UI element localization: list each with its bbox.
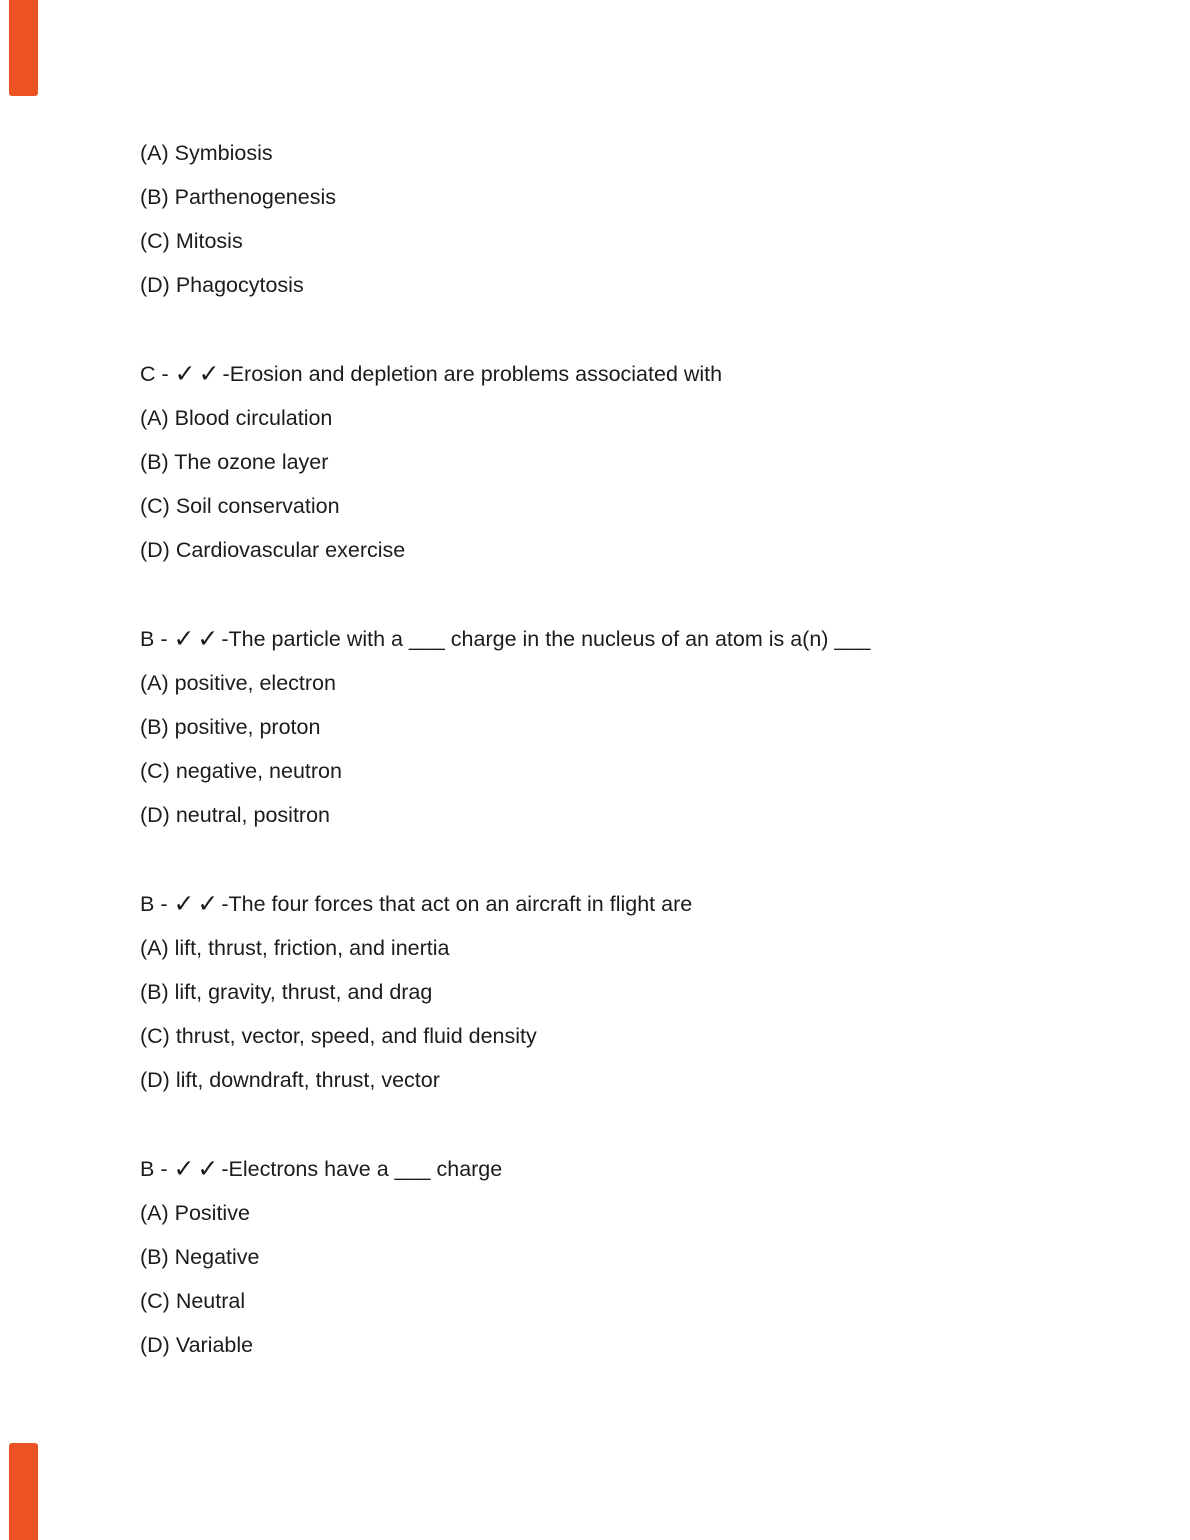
option-line: (A) lift, thrust, friction, and inertia bbox=[140, 936, 450, 960]
option-line: (B) Parthenogenesis bbox=[140, 185, 336, 209]
option-line: (B) lift, gravity, thrust, and drag bbox=[140, 980, 433, 1004]
question-block bbox=[140, 131, 1140, 307]
question-text: -The four forces that act on an aircraft in flight are bbox=[221, 892, 693, 916]
answer-letter: B - bbox=[140, 627, 174, 651]
option-line: (C) Neutral bbox=[140, 1289, 246, 1313]
option-line: (D) neutral, positron bbox=[140, 803, 330, 827]
answer-letter: C - bbox=[140, 362, 175, 386]
option-line: (D) Phagocytosis bbox=[140, 273, 304, 297]
option-line: (D) Cardiovascular exercise bbox=[140, 538, 406, 562]
question-line bbox=[140, 617, 1140, 661]
option-line: (A) Symbiosis bbox=[140, 141, 273, 165]
answer-letter: B - bbox=[140, 1157, 174, 1181]
option-line: (C) negative, neutron bbox=[140, 759, 342, 783]
question-text: -The particle with a ___ charge in the nucleus of an atom is a(n) ___ bbox=[221, 627, 871, 651]
question-block bbox=[140, 882, 1140, 1102]
double-checkmark-icon: ✓✓ bbox=[174, 360, 223, 388]
option-line: (A) Positive bbox=[140, 1201, 250, 1225]
question-line bbox=[140, 1147, 1140, 1191]
option-line: (A) Blood circulation bbox=[140, 406, 333, 430]
question-line bbox=[140, 352, 1140, 396]
double-checkmark-icon: ✓✓ bbox=[173, 625, 222, 653]
option-line: (B) positive, proton bbox=[140, 715, 321, 739]
quiz-content bbox=[140, 131, 1140, 1367]
question-block bbox=[140, 1147, 1140, 1367]
option-line: (C) Soil conservation bbox=[140, 494, 340, 518]
option-line: (A) positive, electron bbox=[140, 671, 336, 695]
question-text: -Electrons have a ___ charge bbox=[221, 1157, 503, 1181]
question-block bbox=[140, 352, 1140, 572]
question-text: -Erosion and depletion are problems associated with bbox=[222, 362, 723, 386]
question-block bbox=[140, 617, 1140, 837]
option-line: (D) Variable bbox=[140, 1333, 254, 1357]
question-line bbox=[140, 882, 1140, 926]
option-line: (B) Negative bbox=[140, 1245, 260, 1269]
option-line: (C) thrust, vector, speed, and fluid density bbox=[140, 1024, 537, 1048]
option-line: (C) Mitosis bbox=[140, 229, 243, 253]
option-line: (D) lift, downdraft, thrust, vector bbox=[140, 1068, 440, 1092]
double-checkmark-icon: ✓✓ bbox=[173, 1155, 222, 1183]
page-edge-accent-bottom bbox=[9, 1443, 38, 1540]
double-checkmark-icon: ✓✓ bbox=[173, 890, 222, 918]
option-line: (B) The ozone layer bbox=[140, 450, 329, 474]
answer-letter: B - bbox=[140, 892, 174, 916]
page-edge-accent-top bbox=[9, 0, 38, 96]
